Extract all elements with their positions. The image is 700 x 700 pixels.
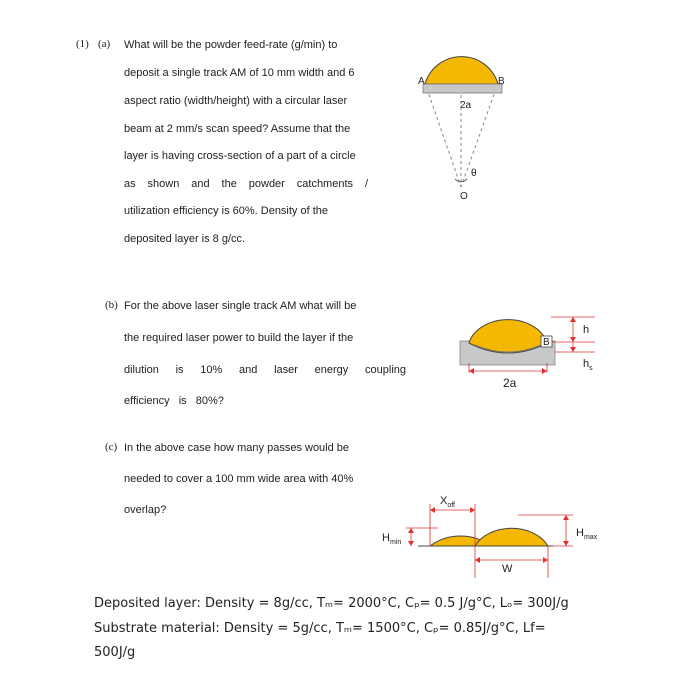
label-theta: θ bbox=[471, 168, 477, 179]
part-b-line-3: dilution is 10% and laser energy coupling bbox=[124, 364, 406, 376]
part-c-line-3: overlap? bbox=[124, 504, 167, 516]
part-a-line-7: utilization efficiency is 60%. Density of the bbox=[124, 205, 329, 217]
label-xoff: $X_{off}$ bbox=[440, 495, 455, 509]
part-c-line-2: needed to cover a 100 mm wide area with 40% bbox=[124, 473, 354, 485]
label-2a: 2a bbox=[503, 376, 517, 390]
label-w: W bbox=[502, 563, 513, 575]
part-a-line-2: deposit a single track AM of 10 mm width and 6 bbox=[124, 67, 355, 79]
label-hmin: $H_{min}$ bbox=[382, 532, 402, 546]
part-a-line-4: beam at 2 mm/s scan speed? Assume that the bbox=[124, 123, 351, 135]
label-a: A bbox=[418, 76, 425, 87]
part-a-label: (a) bbox=[98, 38, 111, 50]
label-b: B bbox=[543, 337, 550, 348]
label-b: B bbox=[498, 76, 505, 87]
part-b-label: (b) bbox=[105, 299, 118, 311]
label-h: h bbox=[583, 324, 590, 336]
part-a-line-1: What will be the powder feed-rate (g/min) to bbox=[124, 39, 338, 51]
bead-shape bbox=[425, 57, 498, 84]
label-hs: $h_s$ bbox=[583, 358, 593, 372]
bead-2 bbox=[475, 528, 548, 546]
part-a-line-6: as shown and the powder catchments / bbox=[124, 178, 368, 190]
part-a-line-3: aspect ratio (width/height) with a circular laser bbox=[124, 95, 348, 107]
label-2a: 2a bbox=[460, 100, 472, 111]
part-b-line-2: the required laser power to build the layer if the bbox=[124, 332, 354, 344]
part-a-line-5: layer is having cross-section of a part of a circle bbox=[124, 150, 356, 162]
label-hmax: $H_{max}$ bbox=[576, 527, 598, 541]
substrate-properties: Substrate material: Density = 5g/cc, Tₘ= 1500°C, Cₚ= 0.85J/g°C, Lf= bbox=[94, 621, 546, 636]
part-b-line-1: For the above laser single track AM what will be bbox=[124, 300, 357, 312]
substrate-properties-cont: 500J/g bbox=[94, 645, 136, 660]
part-c-line-1: In the above case how many passes would be bbox=[124, 442, 350, 454]
figure-circle-segment bbox=[412, 55, 512, 205]
question-number: (1) bbox=[76, 38, 89, 50]
part-b-line-4: efficiency is 80%? bbox=[124, 395, 224, 407]
deposited-layer-properties: Deposited layer: Density = 8g/cc, Tₘ= 2000°C, Cₚ= 0.5 J/g°C, Lₒ= 300J/g bbox=[94, 596, 569, 611]
figure-dilution bbox=[455, 305, 605, 395]
part-c-label: (c) bbox=[105, 441, 118, 453]
substrate-shape bbox=[423, 84, 502, 93]
figure-overlap bbox=[378, 490, 613, 580]
part-a-line-8: deposited layer is 8 g/cc. bbox=[124, 233, 246, 245]
label-o: O bbox=[460, 191, 468, 202]
